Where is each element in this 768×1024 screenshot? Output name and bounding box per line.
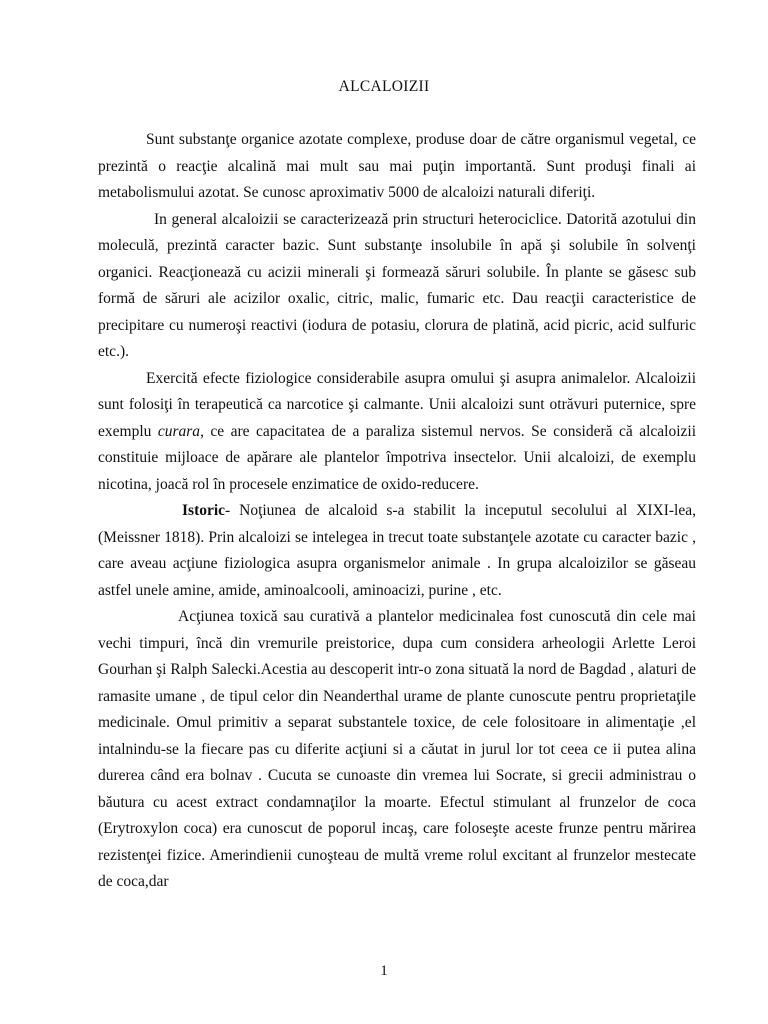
page-number: 1 (380, 963, 388, 979)
history-heading: Istoric (182, 502, 226, 519)
paragraph-general: In general alcaloizii se caracterizează prin structuri heterociclice. Datorită azotului din moleculă, prezintă caracter bazic. Sunt substanţe insolubile în apă şi solubile în solvenţi organici. Reacţionează cu acizii minerali şi formează săruri solubile. În plante se găsesc sub formă de săruri ale acizilor oxalic, citric, malic, fumaric etc. Dau reacţii caracteristice de precipitare cu numeroşi reactivi (iodura de potasiu, clorura de platină, acid picric, acid sulfuric etc.). (98, 210, 696, 360)
paragraph-intro: Sunt substanţe organice azotate complexe, produse doar de către organismul vegetal, ce prezintă o reacţie alcalină mai mult sau mai puţin importantă. Sunt produşi finali ai metabolismului azotat. Se cunosc aproximativ 5000 de alcaloizi naturali diferiţi. (98, 131, 696, 201)
paragraph-effects-text-after: , ce are capacitatea de a paraliza sistemul nervos. Se consideră că alcaloizii constituie mijloace de apărare ale plantelor împotriva insectelor. Unii alcaloizi, de exemplu nicotina, joacă rol în procesele enzimatice de oxido-reducere. (98, 422, 696, 493)
paragraph-effects-text-before: Exercită efecte fiziologice considerabile asupra omului şi asupra animalelor. Alcaloizii sunt folosiţi în terapeutică ca narcotice şi calmante. Unii alcaloizi sunt otrăvuri puternice, spre exemplu (98, 369, 696, 440)
paragraph-history-text: - Noţiunea de alcaloid s-a stabilit la inceputul secolului al XIXI-lea, (Meissner 1818). Prin alcaloizi se intelegea in trecut toate substanţele azotate cu caracter bazic , care aveau acţiune fiziologica asupra organismelor animale . In grupa alcaloizilor se găseau astfel unele amine, amide, aminoalcooli, aminoacizi, purine , etc. (98, 502, 696, 599)
document-title: ALCALOIZII (338, 78, 430, 95)
paragraph-history (98, 498, 696, 604)
paragraph-toxic-action: Acţiunea toxică sau curativă a plantelor medicinalea fost cunoscută din cele mai vechi timpuri, încă din vremurile preistorice, dupa cum considera arheologii Arlette Leroi Gourhan şi Ralph Salecki.Acestia au descoperit intr-o zona situată la nord de Bagdad , alaturi de ramasite umane , de tipul celor din Neanderthal urame de plante cunoscute pentru proprietaţile medicinale. Omul primitiv a separat substantele toxice, de cele folositoare in alimentaţie ,el intalnindu-se la fiecare pas cu diferite acţiuni si a căutat in jurul lor tot ceea ce ii putea alina durerea când era bolnav . Cucuta se cunoaste din vremea lui Socrate, si grecii administrau o băutura cu acest extract condamnaţilor la moarte. Efectul stimulant al frunzelor de coca (Erytroxylon coca) era cunoscut de poporul incaş, care foloseşte aceste frunze pentru mărirea rezistenţei fizice. Amerindienii cunoşteau de multă vreme rolul excitant al frunzelor mestecate de coca,dar (98, 608, 696, 890)
paragraph-effects (98, 366, 696, 499)
document-body (98, 127, 696, 896)
italic-term-curara: curara (157, 422, 201, 440)
